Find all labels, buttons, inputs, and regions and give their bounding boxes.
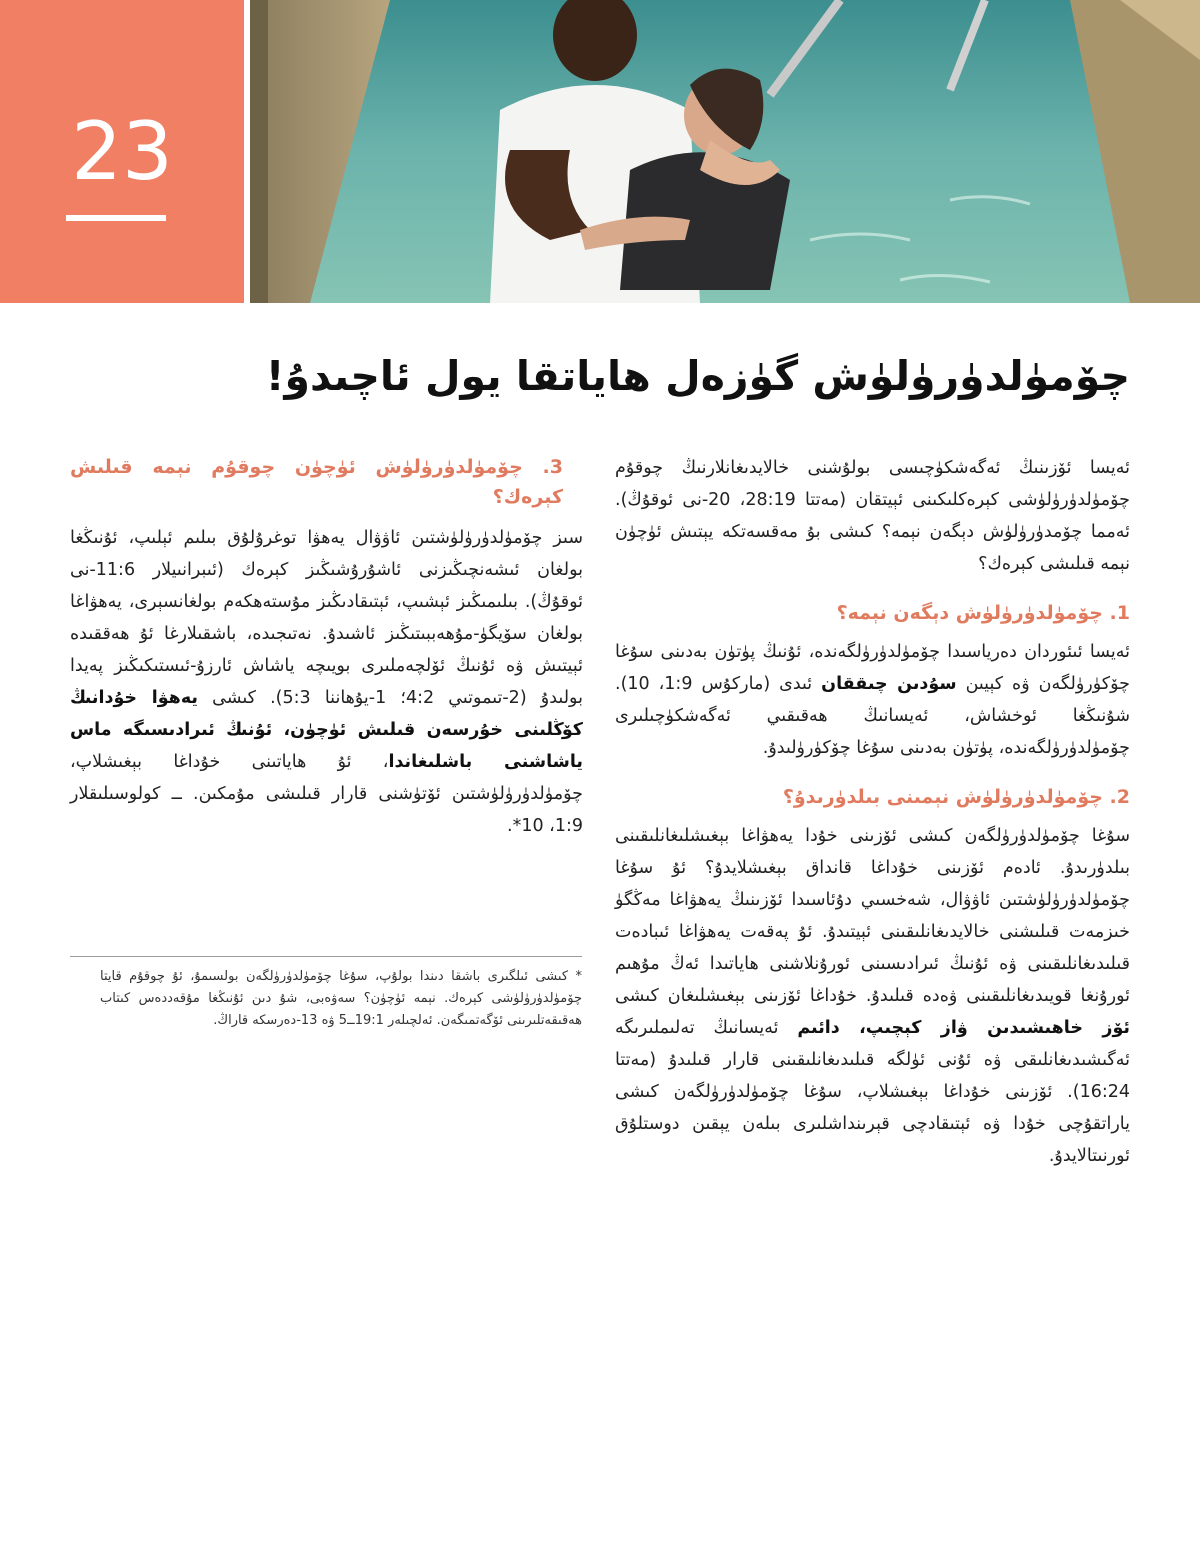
footnote: * كىشى ئىلگىرى باشقا دىندا بولۇپ، سۇغا چۆمۈلدۈرۈلگەن بولسىمۇ، ئۇ چوقۇم قايتا چۆمۈلدۈرۈلۈشى كېرەك. نېمە ئۈچۈن؟ سەۋەبى، شۇ دىن ئۇنىڭغا مۇقەددەس كىتاب ھەقىقەتلىرىنى ئۆگەتمىگەن. ئەلچىلەر 19:1ــ5 ۋە 13-دەرسكە قاراڭ.	[100, 969, 582, 1028]
intro-paragraph: ئەيسا ئۆزىنىڭ ئەگەشكۈچىسى بولۇشنى خالايدىغانلارنىڭ چوقۇم چۆمۈلدۈرۈلۈشى كېرەكلىكىنى ئېيتقان (مەتتا 28:19، 20-نى ئوقۇڭ). ئەمما چۆمدۈرۈلۈش دېگەن نېمە؟ كىشى بۇ مەقسەتكە يېتىش ئۈچۈن نېمە قىلىشى كېرەك؟	[615, 458, 1130, 574]
section-3-heading: 3. چۆمۈلدۈرۈلۈش ئۈچۈن چوقۇم نېمە قىلىش كېرەك؟	[70, 456, 563, 508]
hero-photo-baptism	[250, 0, 1200, 303]
section-2-heading: 2. چۆمۈلدۈرۈلۈش نېمىنى بىلدۈرىدۇ؟	[782, 786, 1130, 808]
lesson-badge	[0, 0, 244, 303]
section-1-paragraph: ئەيسا ئىئوردان دەرياسىدا چۆمۈلدۈرۈلگەندە، ئۇنىڭ پۈتۈن بەدىنى سۇغا چۆكۈرۈلگەن ۋە كېيىن سۇدىن چىققان ئىدى (ماركۇس 1:9، 10). شۇنىڭغا ئوخشاش، ئەيسانىڭ ھەقىقىي ئەگەشكۈچىلىرى چۆمۈلدۈرۈلگەندە، پۈتۈن بەدىنى سۇغا چۆكۈرۈلىدۇ.	[615, 642, 1130, 758]
section-2-paragraph: سۇغا چۆمۈلدۈرۈلگەن كىشى ئۆزىنى خۇدا يەھۋاغا بېغىشلىغانلىقىنى بىلدۈرىدۇ. ئادەم ئۆزىنى خۇداغا قانداق بېغىشلايدۇ؟ ئۇ سۇغا چۆمۈلدۈرۈلۈشتىن ئاۋۋال، شەخسىي دۇئاسىدا ئۆزىنىڭ يەھۋاغا مەڭگۈ خىزمەت قىلىشنى خالايدىغانلىقىنى ئېيتىدۇ. ئۇ پەقەت يەھۋاغا ئىبادەت قىلىدىغانلىقىنى ۋە ئۇنىڭ ئىرادىسىنى ئورۇنلاشنى ھاياتىدا ئەڭ مۇھىم ئورۇنغا قويىدىغانلىقىنى ۋەدە قىلىدۇ. خۇداغا ئۆزىنى بېغىشلىغان كىشى ئۆز خاھىشىدىن ۋاز كېچىپ، دائىم ئەيسانىڭ تەلىملىرىگە ئەگىشىدىغانلىقى ۋە ئۇنى ئۈلگە قىلىدىغانلىقىنى قارار قىلىدۇ (مەتتا 16:24). ئۆزىنى خۇداغا بېغىشلاپ، سۇغا چۆمۈلدۈرۈلگەن كىشى ياراتقۇچى خۇدا ۋە ئېتىقادچى قېرىنداشلىرى بىلەن يېقىن دوستلۇق ئورنىتالايدۇ.	[615, 826, 1130, 1166]
right-column	[615, 452, 1130, 1172]
left-column	[70, 452, 583, 842]
lesson-number-underline	[66, 215, 166, 221]
baptism-illustration	[250, 0, 1200, 303]
lesson-title: چۆمۈلدۈرۈلۈش گۈزەل ھاياتقا يول ئاچىدۇ!	[265, 352, 1130, 400]
footnote-divider	[70, 956, 582, 957]
lesson-number: 23	[71, 105, 173, 198]
section-1-heading: 1. چۆمۈلدۈرۈلۈش دېگەن نېمە؟	[836, 602, 1130, 624]
section-3-paragraph: سىز چۆمۈلدۈرۈلۈشتىن ئاۋۋال يەھۋا توغرۇلۇق بىلىم ئېلىپ، ئۇنىڭغا بولغان ئىشەنچىڭىزنى ئاشۇرۇشىڭىز كېرەك (ئىبرانىيلار 11:6-نى ئوقۇڭ). بىلىمىڭىز ئېشىپ، ئېتىقادىڭىز مۇستەھكەم بولغانسېرى، يەھۋاغا بولغان سۆيگۈ-مۇھەببىتىڭىز ئاشىدۇ. نەتىجىدە، باشقىلارغا ئۇ ھەققىدە ئېيتىش ۋە ئۇنىڭ ئۆلچەملىرى بويىچە ياشاش ئارزۇ-ئىستىكىڭىز پەيدا بولىدۇ (2-تىموتىي 4:2؛ 1-يۇھاننا 5:3). كىشى يەھۋا خۇدانىڭ كۆڭلىنى خۇرسەن قىلىش ئۈچۈن، ئۇنىڭ ئىرادىسىگە ماس ياشاشنى باشلىغاندا، ئۇ ھاياتىنى خۇداغا بېغىشلاپ، چۆمۈلدۈرۈلۈشتىن ئۆتۈشنى قارار قىلىشى مۇمكىن. ــ كولوسىلىقلار 1:9، 10*.	[70, 528, 583, 836]
